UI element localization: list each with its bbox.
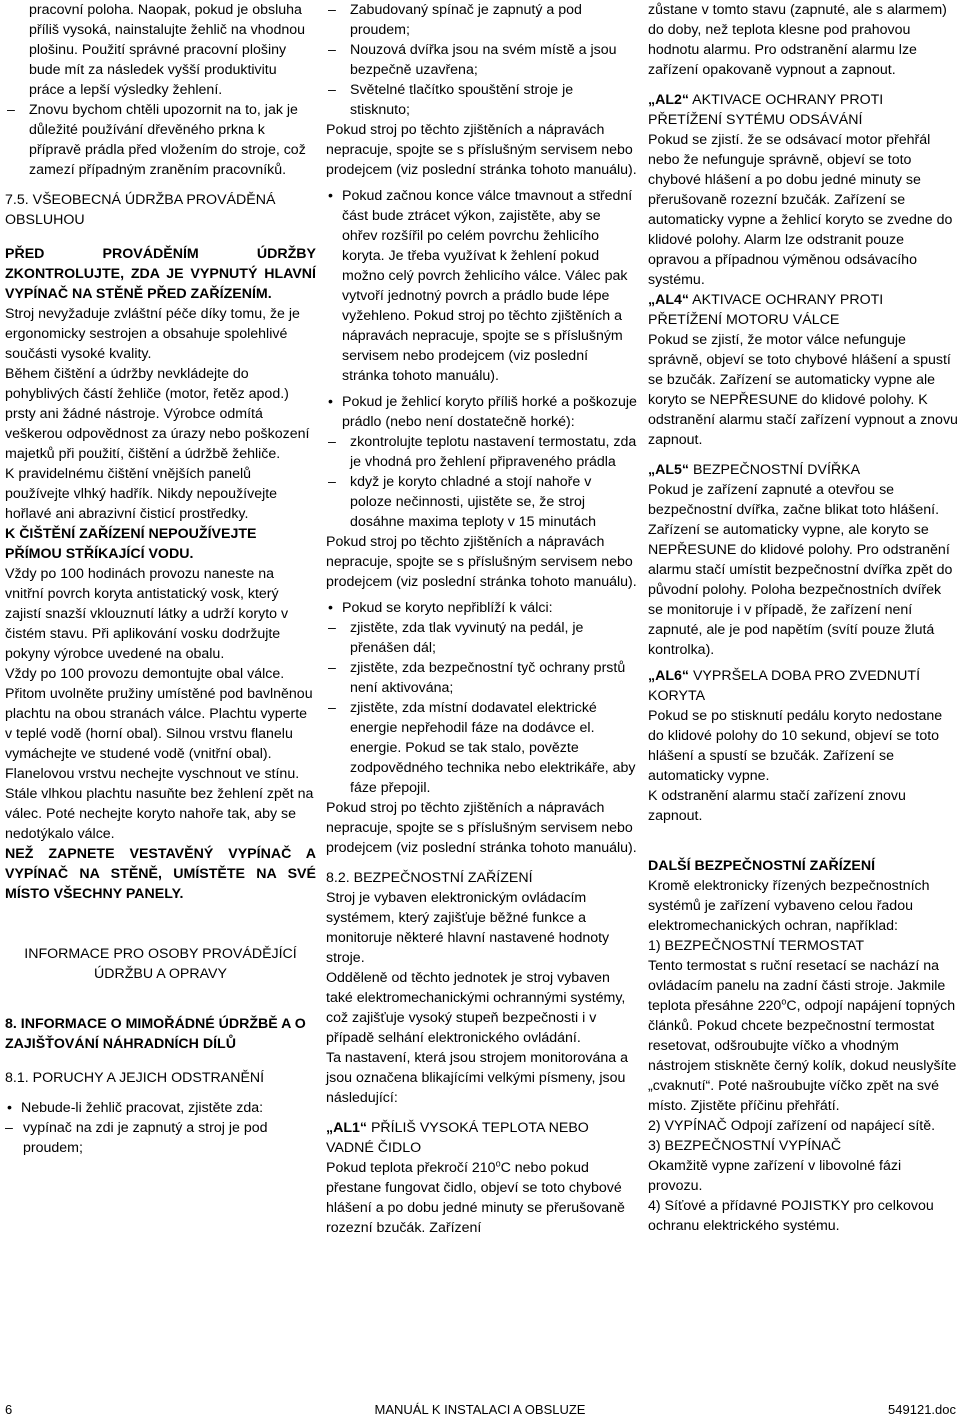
list-item: 4) Síťové a přídavné POJISTKY pro celkovou ochranu elektrického systému. <box>648 1198 934 1234</box>
alarm-title: AKTIVACE OCHRANY PROTI PŘETÍŽENÍ SYTÉMU ODSÁVÁNÍ <box>648 92 884 128</box>
alarm-al5-title <box>648 460 958 480</box>
dash-item: – Nouzová dvířka jsou na svém místě a jsou bezpečně uzavřena; <box>326 40 637 80</box>
paragraph: Kromě elektronicky řízených bezpečnostních systémů je zařízení vybaveno celou řadou elektromechanických ochran, například: <box>648 878 930 934</box>
paragraph: Okamžitě vypne zařízení v libovolné fázi provozu. <box>648 1158 902 1194</box>
paragraph: Stroj je vybaven elektronickým ovládacím systémem, který zajišťuje běžné funkce a monitoruje některé hlavní nastavené hodnoty stroje. <box>326 890 610 966</box>
paragraph: Vždy po 100 hodinách provozu naneste na vnitřní povrch koryta antistatický vosk, který zajistí snazší vklouznutí látky a udrží koryto v čistém stavu. Při aplikování vosku dodržujte pokyny výrobce uvedené na obalu. <box>5 566 289 662</box>
dash-item: – když je koryto chladné a stojí nahoře v poloze nečinnosti, ujistěte se, že stroj dosáhne maxima teploty v 15 minutách <box>326 472 637 532</box>
column-right <box>648 0 958 1236</box>
alarm-al1-text: Pokud teplota překročí 210$^o$C nebo pokud přestane fungovat čidlo, objeví se toto chybové hlášení a po dobu jedné minuty se přerušovaně rozezní bzučák. Zařízení <box>326 1158 625 1236</box>
alarm-title: AKTIVACE OCHRANY PROTI PŘETÍŽENÍ MOTORU VÁLCE <box>648 292 884 328</box>
alarm-al4-title <box>648 290 958 330</box>
section-heading-safety: DALŠÍ BEZPEČNOSTNÍ ZAŘÍZENÍ <box>648 858 876 874</box>
section-heading-7-5: 7.5. VŠEOBECNÁ ÚDRŽBA PROVÁDĚNÁ OBSLUHOU <box>5 192 276 228</box>
info-heading: INFORMACE PRO OSOBY PROVÁDĚJÍCÍ ÚDRŽBU A OPRAVY <box>24 946 297 982</box>
paragraph: Pokud stroj po těchto zjištěních a nápravách nepracuje, spojte se s příslušným servisem nebo prodejcem (viz poslední stránka tohoto manuálu). <box>326 122 637 178</box>
warning-text: K ČIŠTĚNÍ ZAŘÍZENÍ NEPOUŽÍVEJTE PŘÍMOU STŘÍKAJÍCÍ VODU. <box>5 526 257 562</box>
list-item-title: 3) BEZPEČNOSTNÍ VYPÍNAČ <box>648 1138 842 1154</box>
alarm-code: „AL5“ <box>648 462 689 478</box>
paragraph: K pravidelnému čištění vnějších panelů používejte vlhký hadřík. Nikdy nepoužívejte hořlavé ani abrazivní čisticí prostředky. <box>5 466 278 522</box>
paragraph: Odděleně od těchto jednotek je stroj vybaven také elektromechanickými ochrannými systémy, což zajišťuje vysoký stupeň bezpečnosti i v případě selhání elektronického ovládání. <box>326 970 626 1046</box>
dash-item: – zkontrolujte teplotu nastavení termostatu, zda je vhodná pro žehlení připraveného prádla <box>326 432 637 472</box>
dash-item: – Znovu bychom chtěli upozornit na to, jak je důležité používání dřevěného prkna k přípravě prádla před vložením do stroje, což zamezí případným zraněním pracovníků. <box>5 100 316 180</box>
dash-item: – Zabudovaný spínač je zapnutý a pod proudem; <box>326 0 637 40</box>
footer-title: MANUÁL K INSTALACI A OBSLUZE <box>374 1402 586 1417</box>
page-number: 6 <box>5 1402 13 1417</box>
alarm-al5-text: Pokud je zařízení zapnuté a otevřou se bezpečnostní dvířka, začne blikat toto hlášení. Zařízení se automaticky vypne, ale koryto se NEPŘESUNE do klidové polohy. Pro odstranění alarmu stačí umístit bezpečnostní dvířka zpět do původní polohy. Poloha bezpečnostních dvířek se monitoruje i v případě, že zařízení není zapnuté, ale je pod napětím (svítí pouze žlutá kontrolka). <box>648 482 953 658</box>
dash-item: – zjistěte, zda místní dodavatel elektrické energie nepřehodil fáze na dodávce el. energie. Pokud se tak stalo, povězte zodpovědného technika nebo elektrikáře, aby fáze přepojil. <box>326 698 637 798</box>
warning-text: PŘED PROVÁDĚNÍM ÚDRŽBY ZKONTROLUJTE, ZDA JE VYPNUTÝ HLAVNÍ VYPÍNAČ NA STĚNĚ PŘED ZAŘÍZENÍM. <box>5 246 316 302</box>
paragraph: pracovní poloha. Naopak, pokud je obsluha příliš vysoká, nainstalujte žehlič na vhodnou plošinu. Použití správné pracovní plošiny bude mít za následek vyšší produktivitu práce a lepší výsledky žehlení. <box>29 2 306 98</box>
paragraph: Pokud stroj po těchto zjištěních a nápravách nepracuje, spojte se s příslušným servisem nebo prodejcem (viz poslední stránka tohoto manuálu). <box>326 534 637 590</box>
alarm-code: „AL2“ <box>648 92 689 108</box>
alarm-al6-text: Pokud se po stisknutí pedálu koryto nedostane do klidové polohy do 10 sekund, objeví se toto hlášení a spustí se bzučák. Zařízení se automaticky vypne. <box>648 708 943 784</box>
warning-text: NEŽ ZAPNETE VESTAVĚNÝ VYPÍNAČ A VYPÍNAČ NA STĚNĚ, UMÍSTĚTE NA SVÉ MÍSTO VŠECHNY PANELY. <box>5 846 316 902</box>
paragraph: Během čištění a údržby nevkládejte do pohyblivých částí žehliče (motor, řetěz apod.) prsty ani žádné nástroje. Výrobce odmítá veškerou odpovědnost za úrazy nebo poškození majetků při použití, čištění a údržbě žehliče. <box>5 366 310 462</box>
document-id: 549121.doc <box>888 1402 956 1417</box>
paragraph: Tento termostat s ruční resetací se nachází na ovládacím panelu na zadní části stroje. Jakmile teplota přesáhne 220$^o$C, odpojí napájení topných článků. Pokud chcete bezpečnostní termostat resetovat, odšroubujte víčko a vhodným nástrojem stiskněte černý kolík, dokud neuslyšíte „cvaknutí“. Poté našroubujte víčko zpět na své místo. Zjistěte příčinu přehřátí. <box>648 958 957 1114</box>
paragraph: Ta nastavení, která jsou strojem monitorována a jsou označena blikajícími velkými písmeny, jsou následující: <box>326 1050 629 1106</box>
section-heading-8-1: 8.1. PORUCHY A JEJICH ODSTRANĚNÍ <box>5 1070 265 1086</box>
alarm-al1-title <box>326 1118 637 1158</box>
alarm-al4-text: Pokud se zjistí, že motor válce nefunguje správně, objeví se toto chybové hlášení a spustí se bzučák. Zařízení se automaticky vypne ale koryto se NEPŘESUNE do klidové polohy. K odstranění alarmu stačí zařízení vypnout a znovu zapnout. <box>648 332 958 448</box>
section-heading-8: 8. INFORMACE O MIMOŘÁDNÉ ÚDRŽBĚ A O ZAJIŠŤOVÁNÍ NÁHRADNÍCH DÍLŮ <box>5 1016 306 1052</box>
paragraph: Vždy po 100 provozu demontujte obal válce. Přitom uvolněte pružiny umístěné pod bavlněnou plachtu na obou stranách válce. Plachtu vyperte v teplé vodě (horní obal). Silnou vrstvu flanelu vymáchejte ve studené vodě (vnitřní obal). Flanelovou vrstvu nechejte vyschnout ve stínu. Stále vlhkou plachtu nasuňte bez žehlení zpět na válec. Poté nechejte koryto nahoře tak, aby se nedotýkalo válce. <box>5 666 314 842</box>
column-middle <box>326 0 637 1238</box>
paragraph: Pokud stroj po těchto zjištěních a nápravách nepracuje, spojte se s příslušným servisem nebo prodejcem (viz poslední stránka tohoto manuálu). <box>326 800 637 856</box>
alarm-title: PŘÍLIŠ VYSOKÁ TEPLOTA NEBO VADNÉ ČIDLO <box>326 1120 589 1156</box>
bullet-item: • Pokud je žehlicí koryto příliš horké a poškozuje prádlo (nebo není dostatečně horké): <box>326 392 637 432</box>
dash-item: – zjistěte, zda bezpečnostní tyč ochrany prstů není aktivována; <box>326 658 637 698</box>
dash-item: – vypínač na zdi je zapnutý a stroj je pod proudem; <box>5 1118 316 1158</box>
alarm-al2-title <box>648 90 958 130</box>
page-footer <box>0 1400 960 1420</box>
bullet-item: • Pokud se koryto nepřiblíží k válci: <box>326 598 637 618</box>
alarm-title: VYPRŠELA DOBA PRO ZVEDNUTÍ KORYTA <box>648 668 921 704</box>
bullet-item: • Pokud začnou konce válce tmavnout a střední část bude ztrácet výkon, zajistěte, aby se ohřev rozšířil po celém povrchu žehlicího koryta. Je třeba využívat k žehlení pokud možno celý povrch žehlicího válce. Válec pak vytvoří jednotný povrch a prádlo bude lépe vyžehleno. Pokud stroj po těchto zjištěních a nápravách nepracuje, spojte se s příslušným servisem nebo prodejcem (viz poslední stránka tohoto manuálu). <box>326 186 637 386</box>
alarm-code: „AL4“ <box>648 292 689 308</box>
alarm-al6-text: K odstranění alarmu stačí zařízení znovu zapnout. <box>648 788 906 824</box>
list-item: 2) VYPÍNAČ Odpojí zařízení od napájecí sítě. <box>648 1118 936 1134</box>
bullet-item: • Nebude-li žehlič pracovat, zjistěte zda: <box>5 1098 316 1118</box>
paragraph: zůstane v tomto stavu (zapnuté, ale s alarmem) do doby, než teplota klesne pod prahovou hodnotu alarmu. Pro odstranění alarmu lze zařízení opakovaně vypnout a zapnout. <box>648 2 947 78</box>
list-item-title: 1) BEZPEČNOSTNÍ TERMOSTAT <box>648 938 864 954</box>
column-left <box>5 0 316 1158</box>
alarm-title: BEZPEČNOSTNÍ DVÍŘKA <box>692 462 861 478</box>
dash-item: – Světelné tlačítko spouštění stroje je stisknuto; <box>326 80 637 120</box>
alarm-code: „AL6“ <box>648 668 689 684</box>
alarm-al6-title <box>648 666 958 706</box>
dash-item: – zjistěte, zda tlak vyvinutý na pedál, je přenášen dál; <box>326 618 637 658</box>
paragraph: Stroj nevyžaduje zvláštní péče díky tomu, že je ergonomicky sestrojen a obsahuje spolehlivé součásti vysoké kvality. <box>5 306 300 362</box>
alarm-code: „AL1“ <box>326 1120 367 1136</box>
section-heading-8-2: 8.2. BEZPEČNOSTNÍ ZAŘÍZENÍ <box>326 870 533 886</box>
alarm-al2-text: Pokud se zjistí. že se odsávací motor přehřál nebo že nefunguje správně, objeví se toto chybové hlášení a po dobu jedné minuty se přerušovaně rozezní bzučák. Zařízení se automaticky vypne a žehlicí koryto se zvedne do klidové polohy. Alarm lze odstranit pouze opravou a případnou výměnou odsávacího systému. <box>648 132 953 288</box>
